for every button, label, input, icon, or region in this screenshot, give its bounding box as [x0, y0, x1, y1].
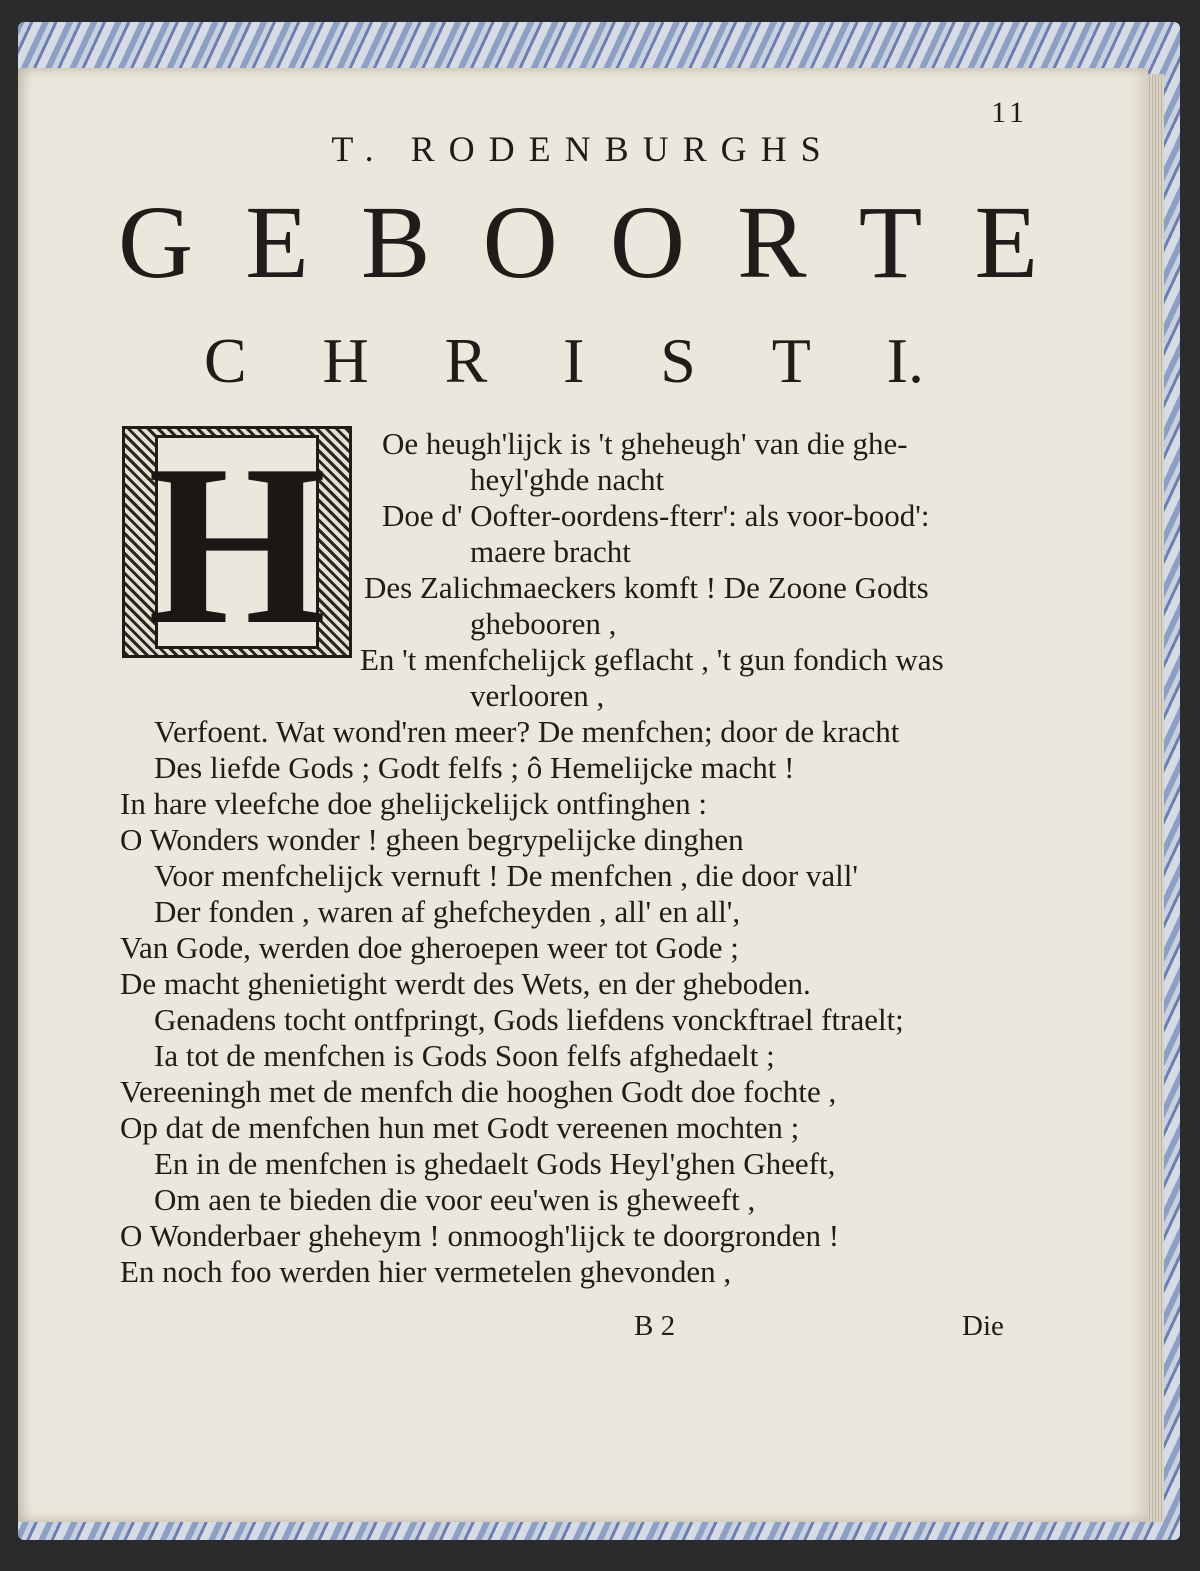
poem-line: Genadens tocht ontfpringt, Gods liefdens vonckftrael ftraelt;	[154, 1002, 904, 1037]
decorated-initial	[122, 417, 352, 672]
initial-letter: H	[147, 417, 327, 672]
title-letter: S	[660, 325, 696, 396]
title-letter: C	[204, 325, 247, 396]
poem-line: O Wonderbaer gheheym ! onmoogh'lijck te doorgronden !	[120, 1218, 840, 1253]
poem-line: De macht ghenietight werdt des Wets, en der gheboden.	[120, 966, 811, 1001]
poem-line: O Wonders wonder ! gheen begrypelijcke dinghen	[120, 822, 744, 857]
poem-line: En 't menfchelijck geflacht , 't gun fondich was	[360, 642, 944, 677]
author-heading: T. RODENBURGHS	[331, 129, 835, 169]
poem-line: Voor menfchelijck vernuft ! De menfchen , die door vall'	[154, 858, 858, 893]
poem-line: heyl'ghde nacht	[470, 462, 665, 497]
title-letter: H	[322, 325, 369, 396]
poem-line: verlooren ,	[470, 678, 605, 713]
title-letter: T	[858, 185, 923, 300]
poem-line: Doe d' Oofter-oordens-fterr': als voor-bood':	[382, 498, 930, 533]
title-letter: B	[361, 185, 431, 300]
poem-line: Oe heugh'lijck is 't gheheugh' van die ghe-	[382, 426, 908, 461]
poem-line: ghebooren ,	[470, 606, 617, 641]
poem-line: Om aen te bieden die voor eeu'wen is gheweeft ,	[154, 1182, 756, 1217]
poem-line: Des liefde Gods ; Godt felfs ; ô Hemelijcke macht !	[154, 750, 795, 785]
poem-line: En noch foo werden hier vermetelen ghevonden ,	[120, 1254, 732, 1289]
title-line-1	[118, 185, 1038, 300]
book-cover	[18, 22, 1180, 1540]
title-letter: I.	[886, 325, 924, 396]
signature-mark: B 2	[634, 1310, 676, 1342]
title-letter: O	[609, 185, 685, 300]
poem-line: Des Zalichmaeckers komft ! De Zoone Godts	[364, 570, 929, 605]
poem-line: maere bracht	[470, 534, 631, 569]
title-letter: O	[482, 185, 558, 300]
poem-line: In hare vleefche doe ghelijckelijck ontfinghen :	[120, 786, 708, 821]
title-letter: E	[245, 185, 309, 300]
poem-line: Van Gode, werden doe gheroepen weer tot Gode ;	[120, 930, 739, 965]
poem-line: En in de menfchen is ghedaelt Gods Heyl'ghen Gheeft,	[154, 1146, 836, 1181]
title-letter: T	[771, 325, 811, 396]
poem-line: Der fonden , waren af ghefcheyden , all' en all',	[154, 894, 741, 929]
title-letter: E	[974, 185, 1038, 300]
poem-line: Op dat de menfchen hun met Godt vereenen mochten ;	[120, 1110, 800, 1145]
title-line-2	[204, 326, 924, 396]
poem-line: Verfoent. Wat wond'ren meer? De menfchen; door de kracht	[154, 714, 900, 749]
decorated-initial-panel	[147, 417, 327, 672]
book-page	[18, 68, 1148, 1522]
catchword: Die	[962, 1310, 1004, 1342]
title-letter: I	[563, 325, 585, 396]
page-number: 11	[991, 96, 1028, 129]
poem-line: Ia tot de menfchen is Gods Soon felfs afghedaelt ;	[154, 1038, 775, 1073]
title-letter: R	[737, 185, 807, 300]
title-letter: R	[444, 325, 488, 396]
title-letter: G	[118, 185, 194, 300]
poem-line: Vereeningh met de menfch die hooghen Godt doe fochte ,	[120, 1074, 837, 1109]
